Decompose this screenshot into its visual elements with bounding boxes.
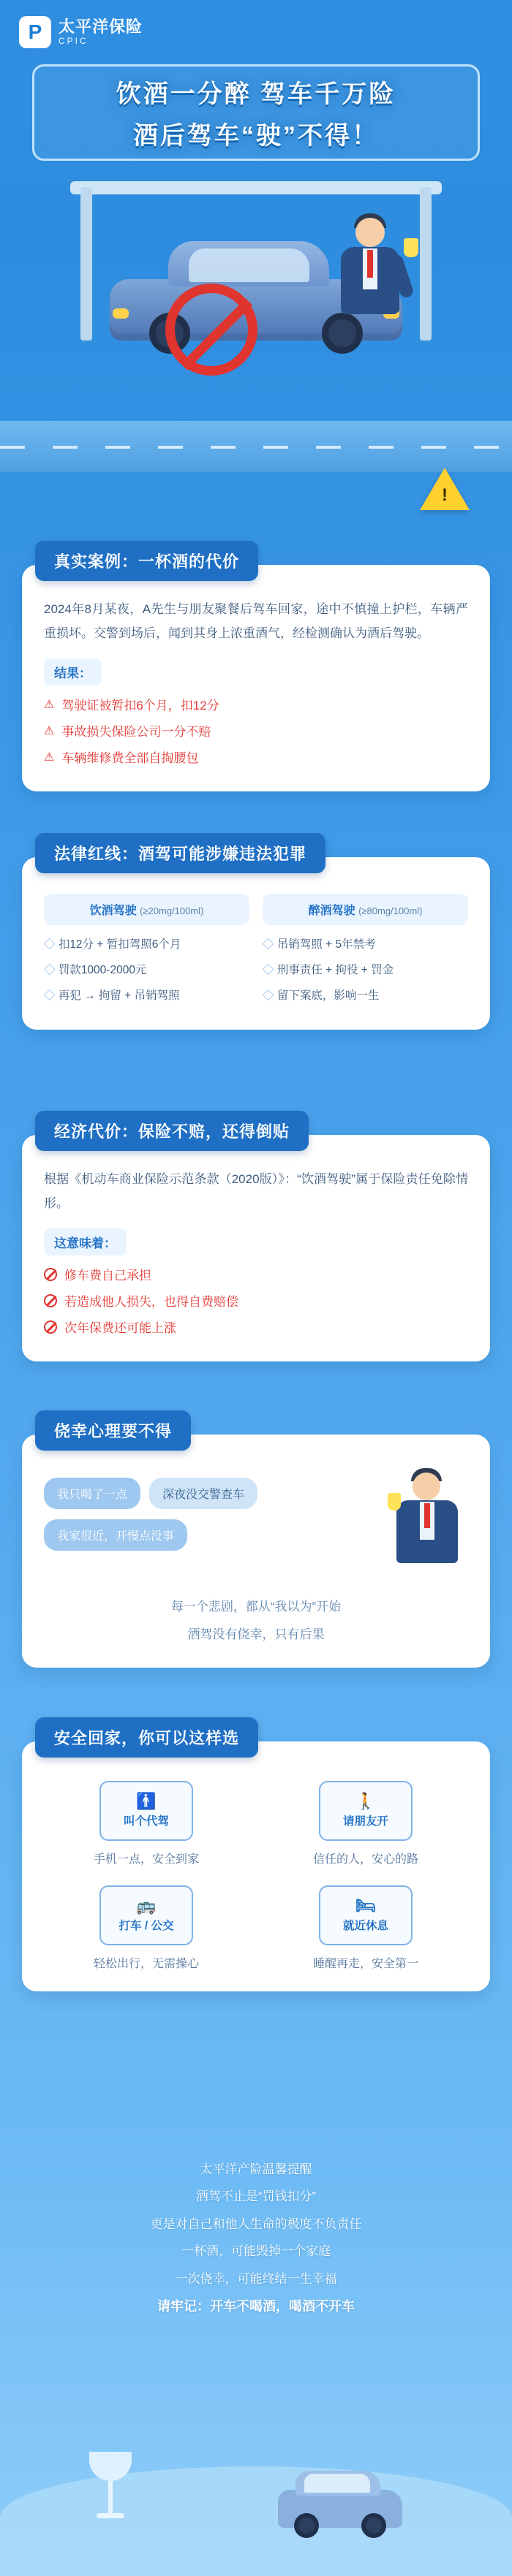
- economic-means-label: 这意味着：: [44, 1228, 127, 1255]
- law-column-threshold: (≥80mg/100ml): [358, 905, 423, 916]
- glass-bowl: [89, 2452, 132, 2481]
- option-caption: 轻松出行，无需操心: [93, 1958, 199, 1970]
- warning-triangle-icon: [420, 468, 470, 510]
- economic-item: [44, 1263, 468, 1289]
- section-title: 安全回家，你可以这样选: [35, 1717, 258, 1758]
- brand-text: [59, 18, 143, 46]
- car-window: [189, 248, 309, 282]
- minivan-wheel-front: [294, 2513, 319, 2538]
- option-label: 就近休息: [342, 1920, 388, 1932]
- footer-line: 太平洋产险温馨提醒: [200, 2162, 312, 2176]
- economic-item-text: 次年保费还可能上涨: [64, 1321, 176, 1335]
- minivan-illustration: [278, 2471, 402, 2538]
- overpass-beam: [70, 181, 442, 194]
- law-item: ◇ 罚款1000-2000元: [44, 958, 249, 984]
- option-caption: 信任的人，安心的路: [312, 1853, 418, 1866]
- case-result-text: 车辆维修费全部自掏腰包: [61, 751, 199, 765]
- wave-shape: [0, 2466, 512, 2576]
- prohibition-small-icon: [44, 1294, 57, 1307]
- section-title: 经济代价：保险不赔，还得倒贴: [35, 1111, 309, 1151]
- law-column-drinking: [44, 894, 249, 1009]
- excuse-chat-block: [44, 1473, 468, 1582]
- section-economic-cost: [22, 1111, 490, 1361]
- rest-hotel-icon: 🛏: [355, 1896, 376, 1915]
- footer-message: [0, 2156, 512, 2322]
- law-item: ◇ 再犯 → 拘留 + 吊销驾照: [44, 984, 249, 1009]
- option-badge: [319, 1885, 413, 1945]
- case-paragraph: 2024年8月某夜，A先生与朋友聚餐后驾车回家，途中不慎撞上护栏，车辆严重损坏。交警到场后，闻到其身上浓重酒气，经检测确认为酒后驾驶。: [44, 602, 468, 641]
- overpass-pillar-left: [80, 187, 92, 341]
- case-result-item: [44, 719, 468, 745]
- option-caption: 睡醒再走，安全第一: [312, 1958, 418, 1970]
- glass-foot: [97, 2513, 124, 2518]
- glass-stem: [108, 2481, 113, 2513]
- option-badge: [319, 1781, 413, 1841]
- person-with-drink-illustration: [388, 1468, 468, 1570]
- option-label: 叫个代驾: [123, 1815, 169, 1828]
- option-label: 请朋友开: [342, 1815, 388, 1828]
- hero-illustration: [0, 174, 512, 517]
- prohibition-small-icon: [44, 1268, 57, 1281]
- hero-title-line2: 酒后驾车“驶”不得！: [133, 122, 379, 150]
- law-comparison-table: [44, 894, 468, 1009]
- hero-title-line1: 饮酒一分醉 驾车千万险: [116, 80, 396, 108]
- warning-small-icon: ⚠: [44, 699, 55, 712]
- economic-item: [44, 1315, 468, 1342]
- driver-illustration: [331, 212, 418, 343]
- economic-paragraph: 根据《机动车商业保险示范条款（2020版）》：“饮酒驾驶”属于保险责任免除情形。: [44, 1172, 468, 1211]
- option-taxi-bus[interactable]: [44, 1885, 249, 1971]
- brand-header: [19, 16, 143, 48]
- wine-glass-icon: [89, 2452, 132, 2522]
- headlight-left-icon: [113, 308, 129, 319]
- person-head: [413, 1473, 440, 1500]
- law-column-title: 饮酒驾驶: [89, 905, 137, 917]
- section-title: 法律红线：酒驾可能涉嫌违法犯罪: [35, 833, 325, 873]
- law-item: ◇ 扣12分 + 暂扣驾照6个月: [44, 932, 249, 958]
- option-rest-nearby[interactable]: [263, 1885, 468, 1971]
- hero-title-box: [32, 64, 480, 161]
- taxi-bus-icon: 🚌: [136, 1896, 157, 1915]
- luck-note-2: 酒驾没有侥幸，只有后果: [187, 1627, 325, 1641]
- section-card: [22, 857, 490, 1030]
- footer-line: 更是对自己和他人生命的极度不负责任: [150, 2216, 362, 2231]
- prohibition-circle-icon: [165, 284, 257, 376]
- option-badge: [99, 1781, 193, 1841]
- option-caption: 手机一点，安全到家: [93, 1853, 199, 1866]
- section-title: 侥幸心理要不得: [35, 1410, 191, 1451]
- case-result-item: [44, 693, 468, 719]
- footer-highlight: 请牢记：开车不喝酒，喝酒不开车: [157, 2298, 355, 2314]
- economic-item-text: 若造成他人损失，也得自费赔偿: [64, 1294, 238, 1309]
- minivan-window: [304, 2474, 370, 2493]
- person-tie: [424, 1503, 430, 1528]
- wine-glass-icon: [404, 238, 418, 257]
- section-card: [22, 1741, 490, 1991]
- option-badge: [99, 1885, 193, 1945]
- hero-banner: [0, 64, 512, 517]
- law-item: ◇ 吊销驾照 + 5年禁考: [263, 932, 468, 958]
- option-label: 打车 / 公交: [118, 1920, 174, 1932]
- law-column-title: 醉酒驾驶: [308, 905, 355, 917]
- warning-mark: !: [442, 485, 448, 505]
- section-card: [22, 565, 490, 791]
- chat-bubble: 深夜没交警查车: [149, 1478, 257, 1509]
- law-item-list: [263, 932, 468, 1009]
- driver-head: [355, 218, 385, 247]
- law-column-threshold: (≥20mg/100ml): [140, 905, 204, 916]
- case-result-text: 驾驶证被暂扣6个月，扣12分: [61, 699, 219, 713]
- section-card: [22, 1435, 490, 1668]
- section-safe-options: [22, 1717, 490, 1991]
- wine-glass-icon: [388, 1493, 401, 1511]
- law-item-list: [44, 932, 249, 1009]
- law-column-header: [44, 894, 249, 925]
- economic-item-text: 修车费自己承担: [64, 1269, 151, 1283]
- footer-line: 一杯酒，可能毁掉一个家庭: [181, 2244, 331, 2259]
- law-item: ◇ 留下案底，影响一生: [263, 984, 468, 1009]
- driver-tie: [367, 250, 373, 278]
- section-real-case: [22, 541, 490, 791]
- law-column-drunk: [263, 894, 468, 1009]
- economic-item: [44, 1289, 468, 1315]
- case-result-label: 结果：: [44, 658, 102, 685]
- cpic-logo-icon: P: [19, 16, 51, 48]
- warning-small-icon: ⚠: [44, 751, 55, 764]
- chat-bubble: 我只喝了一点: [44, 1478, 140, 1509]
- warning-small-icon: ⚠: [44, 724, 55, 737]
- section-title: 真实案例：一杯酒的代价: [35, 541, 258, 581]
- section-false-luck: [22, 1410, 490, 1668]
- option-designated-driver[interactable]: [44, 1781, 249, 1866]
- section-card: [22, 1135, 490, 1361]
- section-legal-line: [22, 833, 490, 1030]
- footer-line: 酒驾不止是“罚钱扣分”: [195, 2189, 317, 2204]
- driver-service-icon: 🚹: [136, 1792, 157, 1810]
- prohibition-small-icon: [44, 1321, 57, 1334]
- options-grid: [44, 1781, 468, 1971]
- brand-name-cn: 太平洋保险: [59, 18, 143, 37]
- overpass-pillar-right: [420, 187, 432, 341]
- luck-note-1: 每一个悲剧，都从“我以为”开始: [170, 1600, 342, 1614]
- road-dashed-line: [0, 446, 512, 449]
- option-friend-drives[interactable]: [263, 1781, 468, 1866]
- brand-name-en: CPIC: [59, 35, 89, 46]
- footer-line: 一次侥幸，可能终结一生幸福: [175, 2271, 337, 2286]
- footer-illustration: [0, 2386, 512, 2576]
- case-result-item: [44, 745, 468, 772]
- case-result-text: 事故损失保险公司一分不赔: [61, 724, 211, 739]
- law-column-header: [263, 894, 468, 925]
- law-item: ◇ 刑事责任 + 拘役 + 罚金: [263, 958, 468, 984]
- friend-driver-icon: 🚶: [355, 1792, 376, 1810]
- chat-bubble: 我家很近，开慢点没事: [44, 1519, 187, 1551]
- minivan-wheel-rear: [361, 2513, 386, 2538]
